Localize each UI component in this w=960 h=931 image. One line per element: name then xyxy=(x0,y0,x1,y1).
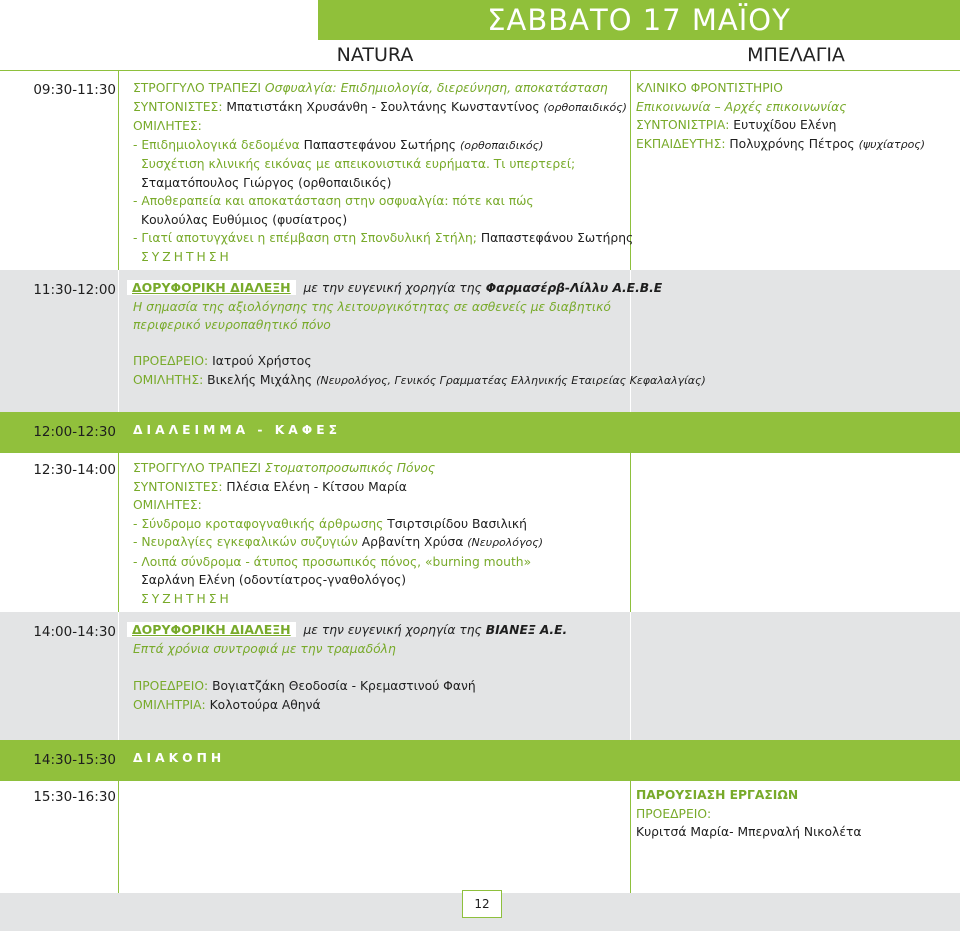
coordinator-role: (ορθοπαιδικός) xyxy=(543,100,627,114)
coordinator-label: ΣΥΝΤΟΝΙΣΤΡΙΑ: xyxy=(636,118,730,132)
satellite-lecture-people-2 xyxy=(133,677,476,714)
talk-speaker: Σαρλάνη Ελένη (οδοντίατρος-γναθολόγος) xyxy=(141,573,407,587)
coordinators-label: ΣΥΝΤΟΝΙΣΤΕΣ: xyxy=(133,479,223,494)
chair-label: ΠΡΟΕΔΡΕΙΟ: xyxy=(133,679,209,693)
session-subject: Στοματοπροσωπικός Πόνος xyxy=(264,461,436,475)
column-header-natura: NATURA xyxy=(120,40,630,71)
column-divider xyxy=(630,780,631,893)
coordinators-label: ΣΥΝΤΟΝΙΣΤΕΣ: xyxy=(133,99,223,114)
divider xyxy=(0,452,960,453)
speaker-name: Βικελής Μιχάλης xyxy=(207,372,313,387)
divider xyxy=(0,70,960,71)
speakers-label: ΟΜΙΛΗΤΕΣ: xyxy=(133,119,202,133)
talk-title: - Γιατί αποτυγχάνει η επέμβαση στη Σπονδυλική Στήλη; xyxy=(133,231,477,245)
satellite-lecture-label: ΔΟΡΥΦΟΡΙΚΗ ΔΙΑΛΕΞΗ xyxy=(127,280,296,295)
chair-name: Ιατρού Χρήστος xyxy=(212,354,312,368)
talk-speaker: Αρβανίτη Χρύσα xyxy=(361,535,464,549)
lecture-topic: Η σημασία της αξιολόγησης της λειτουργικότητας σε ασθενείς με διαβητικό xyxy=(133,299,611,314)
session-title: ΣΤΡΟΓΓΥΛΟ ΤΡΑΠΕΖΙ xyxy=(133,461,261,475)
coordinators-names: Μπατιστάκη Χρυσάνθη - Σουλτάνης Κωνσταντίνος xyxy=(226,99,540,114)
column-divider xyxy=(118,612,119,740)
talk-title: - Νευραλγίες εγκεφαλικών συζυγιών xyxy=(133,535,358,549)
column-divider xyxy=(630,452,631,612)
discussion-label: ΣΥΖΗΤΗΣΗ xyxy=(141,249,232,264)
day-title: ΣΑΒΒΑΤΟ 17 ΜΑΪΟΥ xyxy=(487,3,791,37)
talk-title: - Λοιπά σύνδρομα - άτυπος προσωπικός πόνος, «burning mouth» xyxy=(133,554,532,569)
satellite-lecture-block-2 xyxy=(127,621,567,658)
talk-title: - Επιδημιολογικά δεδομένα xyxy=(133,137,300,152)
session-time: 14:00-14:30 xyxy=(33,624,116,640)
discussion-label: ΣΥΖΗΤΗΣΗ xyxy=(141,591,232,606)
pause-label: ΔΙΑΚΟΠΗ xyxy=(133,751,226,765)
workshop-subject-dash: – xyxy=(714,99,721,114)
sponsor-name: Φαρμασέρβ-Λίλλυ Α.Ε.Β.Ε xyxy=(485,281,663,295)
speaker-label: ΟΜΙΛΗΤΡΙΑ: xyxy=(133,697,206,712)
clinical-workshop-block xyxy=(636,79,925,154)
chair-label: ΠΡΟΕΔΡΕΙΟ: xyxy=(636,806,712,821)
talk-speaker-role: (Νευρολόγος) xyxy=(467,536,544,549)
educator-label: ΕΚΠΑΙΔΕΥΤΗΣ: xyxy=(636,136,726,151)
session-time: 15:30-16:30 xyxy=(33,789,116,805)
talk-speaker: Παπαστεφάνου Σωτήρης xyxy=(303,137,457,152)
chair-label: ΠΡΟΕΔΡΕΙΟ: xyxy=(133,354,209,368)
session-time: 14:30-15:30 xyxy=(33,752,116,768)
educator-name: Πολυχρόνης Πέτρος xyxy=(729,136,855,151)
talk-speaker-role: (ορθοπαιδικός) xyxy=(459,138,544,152)
coffee-break-label: ΔΙΑΛΕΙΜΜΑ - ΚΑΦΕΣ xyxy=(133,423,342,437)
column-divider xyxy=(118,452,119,612)
talk-speaker: Κουλούλας Ευθύμιος (φυσίατρος) xyxy=(141,212,348,227)
workshop-title: ΚΛΙΝΙΚΟ ΦΡΟΝΤΙΣΤΗΡΙΟ xyxy=(636,81,783,95)
talk-speaker: Παπαστεφάνου Σωτήρης xyxy=(480,231,634,245)
chair-names: Κυριτσά Μαρία- Μπερναλή Νικολέτα xyxy=(636,825,862,839)
session-block-round-table-1 xyxy=(133,79,633,266)
session-title: ΣΤΡΟΓΓΥΛΟ ΤΡΑΠΕΖΙ xyxy=(133,81,261,95)
sponsor-text: με την ευγενική χορηγία της xyxy=(303,623,482,637)
satellite-lecture-people xyxy=(133,352,706,390)
column-divider xyxy=(118,270,119,412)
speaker-label: ΟΜΙΛΗΤΗΣ: xyxy=(133,372,204,387)
session-time: 09:30-11:30 xyxy=(33,82,116,98)
speaker-name: Κολοτούρα Αθηνά xyxy=(209,697,321,712)
talk-speaker: Τσιρτσιρίδου Βασιλική xyxy=(387,516,527,531)
session-block-round-table-2 xyxy=(133,459,543,608)
talk-speaker: Σταματόπουλος Γιώργος (ορθοπαιδικός) xyxy=(141,175,392,190)
session-time: 12:30-14:00 xyxy=(33,462,116,478)
session-time: 11:30-12:00 xyxy=(33,282,116,298)
educator-role: (ψυχίατρος) xyxy=(858,137,926,151)
column-header-mpelagia: ΜΠΕΛΑΓΙΑ xyxy=(632,40,960,71)
papers-presentation-title: ΠΑΡΟΥΣΙΑΣΗ ΕΡΓΑΣΙΩΝ xyxy=(636,788,799,802)
column-divider xyxy=(118,780,119,893)
coordinators-names: Πλέσια Ελένη - Κίτσου Μαρία xyxy=(226,479,407,494)
divider xyxy=(0,780,960,781)
lecture-topic: περιφερικό νευροπαθητικό πόνο xyxy=(133,318,331,332)
session-time: 12:00-12:30 xyxy=(33,424,116,440)
speakers-label: ΟΜΙΛΗΤΕΣ: xyxy=(133,498,202,512)
satellite-lecture-block xyxy=(127,279,662,335)
workshop-subject-b: Αρχές επικοινωνίας xyxy=(724,99,847,114)
sponsor-name: ΒΙΑΝΕΞ Α.Ε. xyxy=(485,623,568,637)
papers-presentation-block xyxy=(636,786,861,842)
column-divider xyxy=(118,70,119,270)
talk-title: - Σύνδρομο κροταφογναθικής άρθρωσης xyxy=(133,516,384,531)
talk-title: - Αποθεραπεία και αποκατάσταση στην οσφυαλγία: πότε και πώς xyxy=(133,194,534,208)
page-number: 12 xyxy=(462,890,502,918)
coordinator-name: Ευτυχίδου Ελένη xyxy=(733,118,837,132)
session-subject: Οσφυαλγία: Επιδημιολογία, διερεύνηση, αποκατάσταση xyxy=(264,81,608,95)
chair-names: Βογιατζάκη Θεοδοσία - Κρεμαστινού Φανή xyxy=(212,679,476,693)
speaker-role: (Νευρολόγος, Γενικός Γραμματέας Ελληνικής Εταιρείας Κεφαλαλγίας) xyxy=(316,373,706,387)
lecture-topic: Επτά χρόνια συντροφιά με την τραμαδόλη xyxy=(133,641,396,656)
workshop-subject-a: Επικοινωνία xyxy=(636,99,711,114)
satellite-lecture-label: ΔΟΡΥΦΟΡΙΚΗ ΔΙΑΛΕΞΗ xyxy=(127,622,296,637)
talk-title: Συσχέτιση κλινικής εικόνας με απεικονιστικά ευρήματα. Τι υπερτερεί; xyxy=(141,157,576,171)
column-divider xyxy=(630,612,631,740)
sponsor-text: με την ευγενική χορηγία της xyxy=(303,281,482,295)
